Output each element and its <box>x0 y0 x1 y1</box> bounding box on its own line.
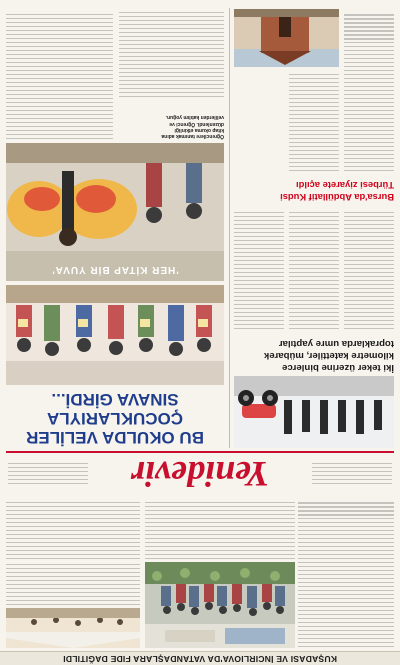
masthead-left-info <box>312 460 392 484</box>
second-story-text-a <box>344 207 394 329</box>
main-headline-line3: SINAVA GİRDİ... <box>51 390 179 409</box>
fide-photo <box>145 562 295 648</box>
third-story-text-b <box>289 71 339 171</box>
masthead-brand: Yenidevir <box>131 454 269 494</box>
tomb-photo <box>234 9 339 67</box>
masthead-right-info <box>8 460 88 484</box>
classroom-photo <box>6 285 224 385</box>
subhead-4: velilerden katılım yoğun. <box>165 114 224 121</box>
subhead-1: Öğrencilere tanımak adına <box>161 133 224 139</box>
main-story-text-b <box>6 9 113 139</box>
top-strip <box>0 651 400 665</box>
fide-caption-text <box>145 497 295 559</box>
left-text-column <box>298 497 394 647</box>
third-story-headline <box>234 175 394 203</box>
top-strip-text: KUŞADASI VE İNCIRLIOVA'DA VATANDAŞLARA FIDE DAĞITILDI <box>63 654 337 664</box>
third-headline-line1: Bursa'da Abdüllatif Kudsi <box>280 192 394 203</box>
tent-photo <box>6 608 140 648</box>
butterfly-photo <box>6 143 224 281</box>
second-story-text-b <box>289 207 339 329</box>
masthead-rule <box>6 451 394 453</box>
subhead-3: düzenlendi. Öğrenci ve <box>169 120 224 127</box>
main-story-subheads <box>119 99 224 139</box>
main-story-text-a <box>119 9 224 97</box>
main-story-headline <box>6 389 224 447</box>
masthead <box>0 454 400 494</box>
fide-photo-art <box>145 562 295 648</box>
third-headline-line2: Türbesi ziyarete açıldı <box>296 180 394 191</box>
second-headline-line2: kilometre katettiler, mübarek <box>263 350 394 361</box>
subhead-2: kitap okuma etkinliği <box>174 126 224 133</box>
column-divider <box>229 8 230 448</box>
motorcycle-photo <box>234 376 394 448</box>
second-headline-line3: topraklarda umre yaptılar <box>278 338 394 349</box>
second-headline-line1: İki teker üzerine binlerce <box>282 362 394 373</box>
right-mid-text <box>6 497 140 559</box>
main-headline-line1: BU OKULDA VELİLER <box>26 428 204 447</box>
banner-text: 'HER KİTAP BİR YUVA' <box>51 264 179 275</box>
right-top-text <box>6 561 140 605</box>
second-story-text-c <box>234 207 284 329</box>
second-story-headline <box>234 333 394 373</box>
main-headline-line2: ÇOCUKLARIYLA <box>47 409 183 428</box>
third-story-text-a <box>344 9 394 171</box>
